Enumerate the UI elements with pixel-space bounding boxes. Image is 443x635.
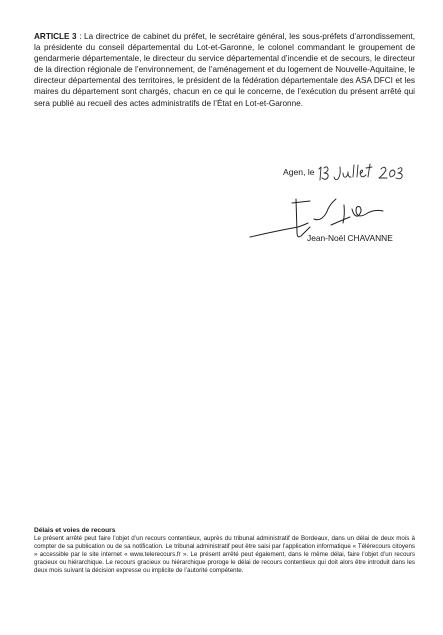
signature-date <box>283 161 423 185</box>
handwritten-date <box>316 161 416 183</box>
article-body: : La directrice de cabinet du préfet, le secrétaire général, les sous-préfets d’arrondissement, la présidente du conseil départemental du Lot-et-Garonne, le colonel commandant le groupement de gendarmerie départementale, le directeur du service départemental d’incendie et de secours, le directeur de la direction régionale de l’environnement, de l’aménagement et du logement de Nouvelle-Aquitaine, le directeur départemental des territoires, le président de la fédération départementale des ASA DFCI et les maires du département sont chargés, chacun en ce qui le concerne, de l’exécution du présent arrêté qui sera publié au recueil des actes administratifs de l’État en Lot-et-Garonne. <box>34 32 415 108</box>
article-3-paragraph <box>34 31 415 109</box>
appeal-text: Le présent arrêté peut faire l’objet d’un recours contentieux, auprès du tribunal administratif de Bordeaux, dans un délai de deux mois à compter de sa publication ou de sa notification. Le tribunal administratif peut être saisi par l’application informatique « Télérecours citoyens » accessible par le site internet « www.telerecours.fr ». Le présent arrêté peut également, dans le même délai, faire l’objet d’un recours gracieux ou hiérarchique. Le recours gracieux ou hiérarchique proroge le délai de recours contentieux qui doit alors être introduit dans les deux mois suivant la décision expresse ou implicite de l’autorité compétente. <box>34 535 415 575</box>
date-prefix: Agen, le <box>283 167 315 177</box>
appeal-heading: Délais et voies de recours <box>34 527 116 534</box>
signatory-name: Jean-Noël CHAVANNE <box>307 233 393 243</box>
article-label: ARTICLE 3 <box>34 32 77 41</box>
appeal-notice <box>34 527 415 576</box>
